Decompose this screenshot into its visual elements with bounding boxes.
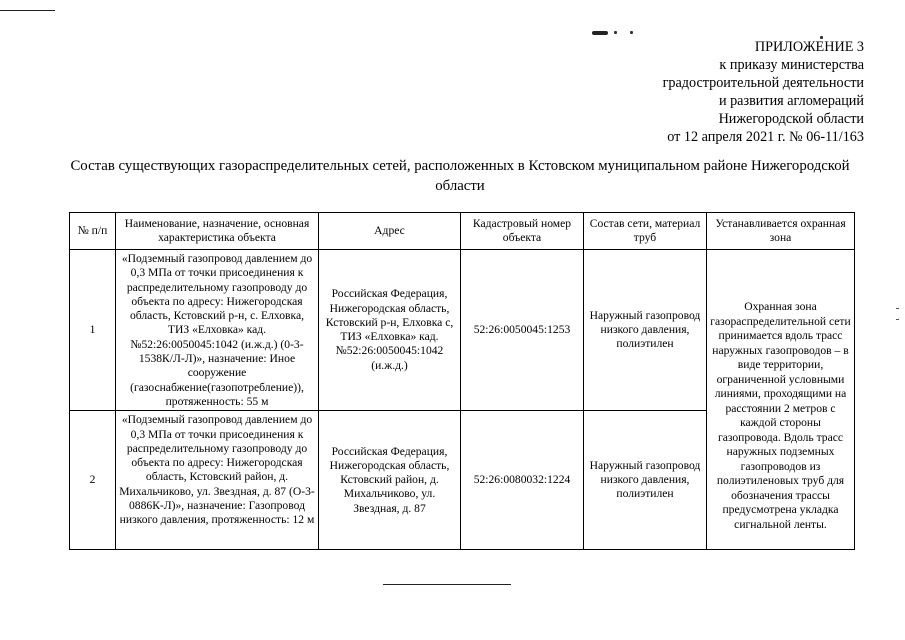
appendix-region-line: Нижегородской области	[718, 111, 864, 127]
row-name: «Подземный газопровод давлением до 0,3 МПа от точки присоединения к распределительному газопроводу до объекта по адресу: Нижегородская область, Кстовский р-н, с. Елховка, ТИЗ «Елховка» кад.№52:26:0050045:1042 (и.ж.д.) (0-3- 1538К/Л-Л)», назначение: Иное сооружение (газоснабжение(газопотребление)), протяженность: 55 м	[116, 250, 319, 411]
table-row	[70, 250, 855, 411]
header-name: Наименование, назначение, основная характеристика объекта	[116, 213, 319, 250]
document-title: Состав существующих газораспределительных сетей, расположенных в Кстовском муниципальном районе Нижегородской области	[70, 158, 850, 194]
row-composition: Наружный газопровод низкого давления, полиэтилен	[584, 411, 707, 550]
protection-zone-cell: Охранная зона газораспределительной сети принимается вдоль трасс наружных газопроводов – в виде территории, ограниченной условными линиями, проходящими на расстоянии 2 метров с каждой стороны газопровода. Вдоль трасс наружных подземных газопроводов из полиэтиленовых труб для обозначения трассы предусмотрена укладка сигнальной ленты.	[707, 250, 855, 550]
header-zone: Устанавливается охранная зона	[707, 213, 855, 250]
row-name: «Подземный газопровод давлением до 0,3 МПа от точки присоединения к распределительному газопроводу до объекта по адресу: Нижегородская область, Кстовский район, д. Михальчиково, ул. Звездная, д. 87 (О-3-0886К-Л)», назначение: Газопровод низкого давления, протяженность: 12 м	[116, 411, 319, 550]
scan-artifact-dot	[614, 31, 617, 34]
appendix-order-line: к приказу министерства	[719, 57, 864, 73]
appendix-date-line: от 12 апреля 2021 г. № 06-11/163	[667, 129, 864, 145]
row-cadastral: 52:26:0050045:1253	[461, 250, 584, 411]
top-left-rule	[0, 10, 55, 11]
row-num: 1	[70, 250, 116, 411]
header-num: № п/п	[70, 213, 116, 250]
row-address: Российская Федерация, Нижегородская область, Кстовский район, д. Михальчиково, ул. Звездная, д. 87	[319, 411, 461, 550]
header-composition: Состав сети, материал труб	[584, 213, 707, 250]
appendix-ministry-line-2: и развития агломераций	[718, 93, 864, 109]
row-address: Российская Федерация, Нижегородская область, Кстовский р-н, Елховка с, ТИЗ «Елховка» кад. №52:26:0050045:1042 (и.ж.д.)	[319, 250, 461, 411]
row-cadastral: 52:26:0080032:1224	[461, 411, 584, 550]
scan-edge-dash	[896, 319, 899, 320]
scan-edge-dash	[896, 308, 899, 309]
appendix-ministry-line: градостроительной деятельности	[662, 75, 864, 91]
table-header-row	[70, 213, 855, 250]
scan-artifact-mark	[592, 31, 608, 35]
footer-rule	[383, 584, 511, 585]
header-address: Адрес	[319, 213, 461, 250]
scan-artifact-dot	[630, 31, 633, 34]
appendix-header	[534, 38, 864, 146]
row-num: 2	[70, 411, 116, 550]
appendix-label: ПРИЛОЖЕНИЕ 3	[754, 39, 864, 55]
gas-networks-table	[69, 212, 855, 550]
header-cadastral: Кадастровый номер объекта	[461, 213, 584, 250]
row-composition: Наружный газопровод низкого давления, полиэтилен	[584, 250, 707, 411]
